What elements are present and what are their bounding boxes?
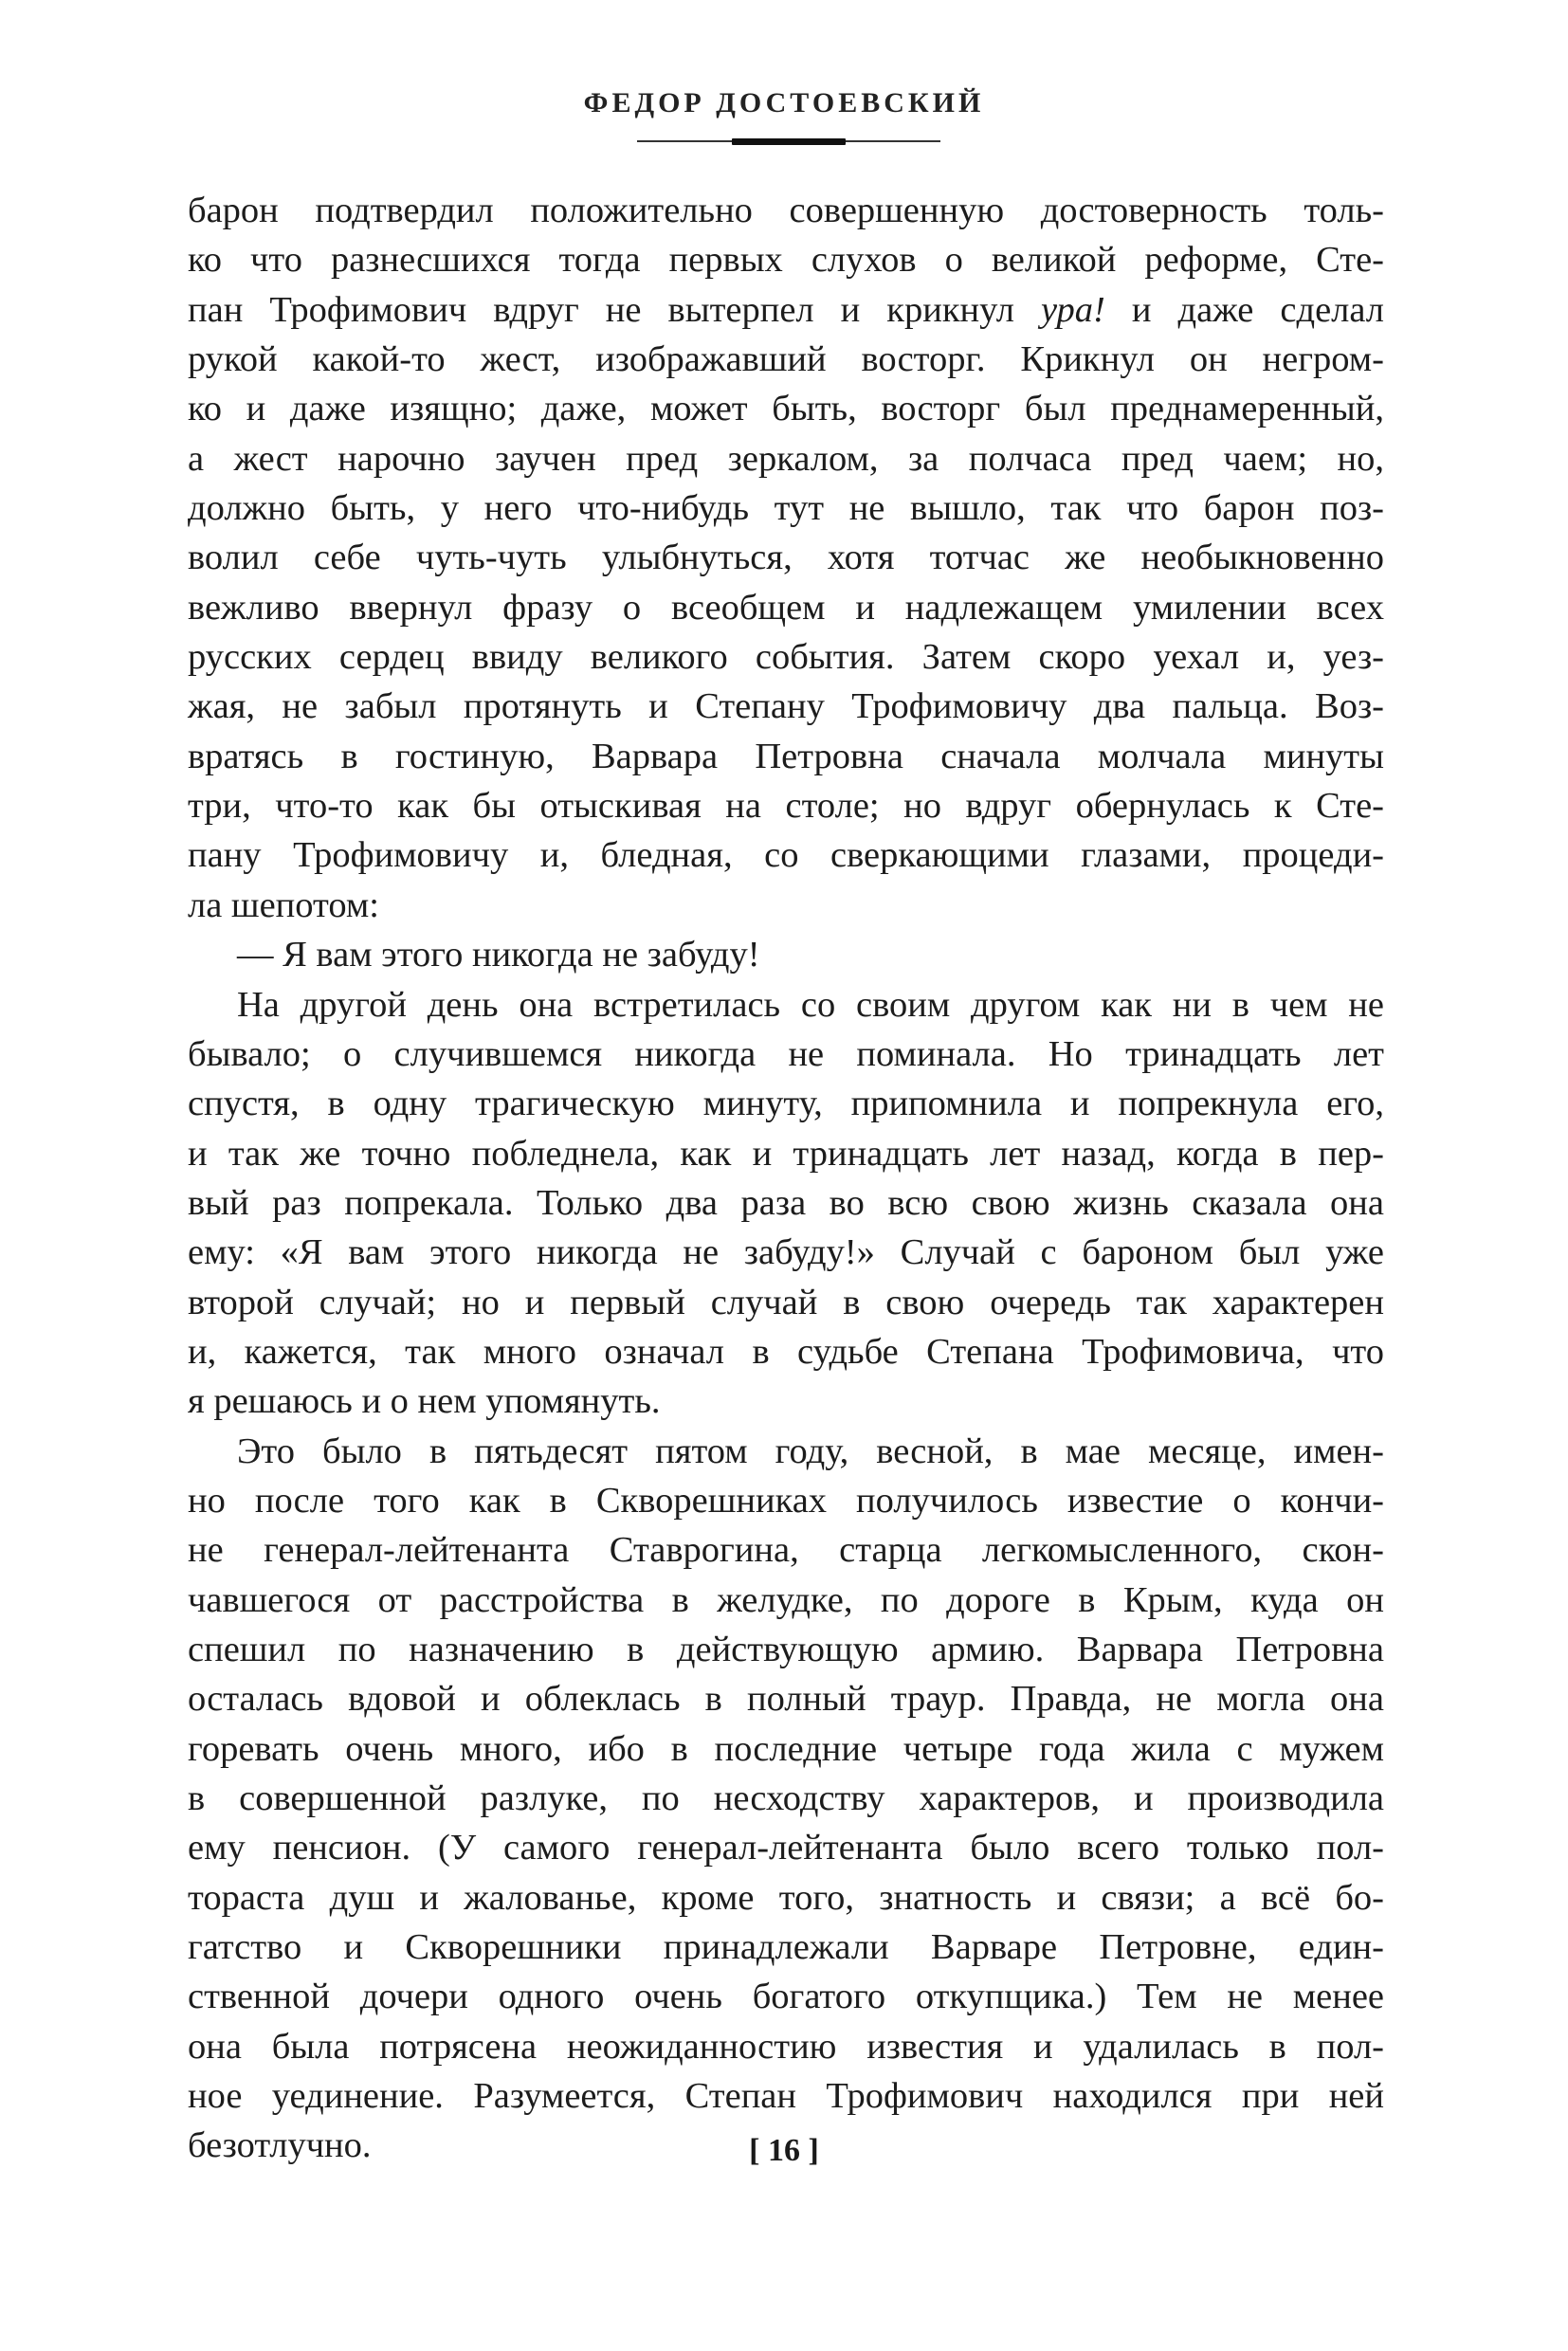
text-line: второй случай; но и первый случай в свою очередь так характерен xyxy=(188,1282,1384,1322)
text-line: На другой день она встретилась со своим другом как ни в чем не xyxy=(237,984,1384,1025)
text-run: пан Трофимович вдруг не вытерпел и крикнул xyxy=(188,289,1041,330)
text-line: ему: «Я вам этого никогда не забуду!» Случай с бароном был уже xyxy=(188,1232,1384,1273)
text-line: рукой какой-то жест, изображавший восторг. Крикнул он негром- xyxy=(188,339,1384,380)
text-line: горевать очень много, ибо в последние четыре года жила с мужем xyxy=(188,1728,1384,1769)
text-line: вый раз попрекала. Только два раза во всю свою жизнь сказала она xyxy=(188,1182,1384,1223)
text-line: тораста душ и жалованье, кроме того, знатность и связи; а всё бо- xyxy=(188,1877,1384,1918)
text-line xyxy=(188,285,1384,335)
body-text xyxy=(188,186,1384,2171)
text-line: я решаюсь и о нем упомянуть. xyxy=(188,1381,661,1422)
text-line: ко что разнесшихся тогда первых слухов о великой реформе, Сте- xyxy=(188,240,1384,281)
running-header: ФЕДОР ДОСТОЕВСКИЙ xyxy=(583,87,985,118)
text-line: ное уединение. Разумеется, Степан Трофимович находился при ней xyxy=(188,2076,1384,2117)
text-line: пану Трофимовичу и, бледная, со сверкающими глазами, процеди- xyxy=(188,835,1384,876)
header-ornament xyxy=(732,138,846,145)
text-line: ко и даже изящно; даже, может быть, восторг был преднамеренный, xyxy=(188,389,1384,429)
text-line: спустя, в одну трагическую минуту, припомнила и попрекнула его, xyxy=(188,1084,1384,1124)
text-line: барон подтвердил положительно совершенную достоверность толь- xyxy=(188,191,1384,230)
text-line: осталась вдовой и облеклась в полный траур. Правда, не могла она xyxy=(188,1679,1384,1720)
text-line: ла шепотом: xyxy=(188,884,379,925)
text-run: и даже сделал xyxy=(1104,289,1385,330)
text-line: ственной дочери одного очень богатого откупщика.) Тем не менее xyxy=(188,1977,1384,2017)
text-line: она была потрясена неожиданностию известия и удалилась в пол- xyxy=(188,2026,1384,2067)
text-line: гатство и Скворешники принадлежали Варваре Петровне, един- xyxy=(188,1927,1384,1968)
emphasis-run: ура! xyxy=(1040,289,1105,330)
text-line: должно быть, у него что-нибудь тут не вышло, так что барон поз- xyxy=(188,488,1384,529)
page-number: [ 16 ] xyxy=(749,2133,819,2168)
text-line: не генерал-лейтенанта Ставрогина, старца легкомысленного, скон- xyxy=(188,1530,1384,1571)
text-line: Это было в пятьдесят пятом году, весной, в мае месяце, имен- xyxy=(237,1431,1384,1471)
text-line: жая, не забыл протянуть и Степану Трофимовичу два пальца. Воз- xyxy=(188,686,1384,727)
text-line: но после того как в Скворешниках получилось известие о кончи- xyxy=(188,1480,1384,1521)
text-line: чавшегося от расстройства в желудке, по дороге в Крым, куда он xyxy=(188,1579,1384,1620)
text-line: а жест нарочно заучен пред зеркалом, за полчаса пред чаем; но, xyxy=(188,438,1384,479)
text-line: в совершенной разлуке, по несходству характеров, и производила xyxy=(188,1778,1384,1818)
text-line: и так же точно побледнела, как и тринадцать лет назад, когда в пер- xyxy=(188,1133,1384,1174)
text-line: ему пенсион. (У самого генерал-лейтенанта было всего только пол- xyxy=(188,1828,1384,1868)
text-line: три, что-то как бы отыскивая на столе; но вдруг обернулась к Сте- xyxy=(188,786,1384,827)
text-line: вежливо ввернул фразу о всеобщем и надлежащем умилении всех xyxy=(188,587,1384,628)
text-line: — Я вам этого никогда не забуду! xyxy=(237,935,760,975)
text-line: спешил по назначению в действующую армию. Варвара Петровна xyxy=(188,1629,1384,1669)
text-line: и, кажется, так много означал в судьбе Степана Трофимовича, что xyxy=(188,1331,1384,1372)
text-line: вратясь в гостиную, Варвара Петровна сначала молчала минуты xyxy=(188,736,1384,776)
text-line: русских сердец ввиду великого события. Затем скоро уехал и, уез- xyxy=(188,637,1384,678)
text-line: бывало; о случившемся никогда не поминала. Но тринадцать лет xyxy=(188,1033,1384,1074)
text-line: волил себе чуть-чуть улыбнуться, хотя тотчас же необыкновенно xyxy=(188,538,1384,578)
text-line: безотлучно. xyxy=(188,2125,372,2166)
